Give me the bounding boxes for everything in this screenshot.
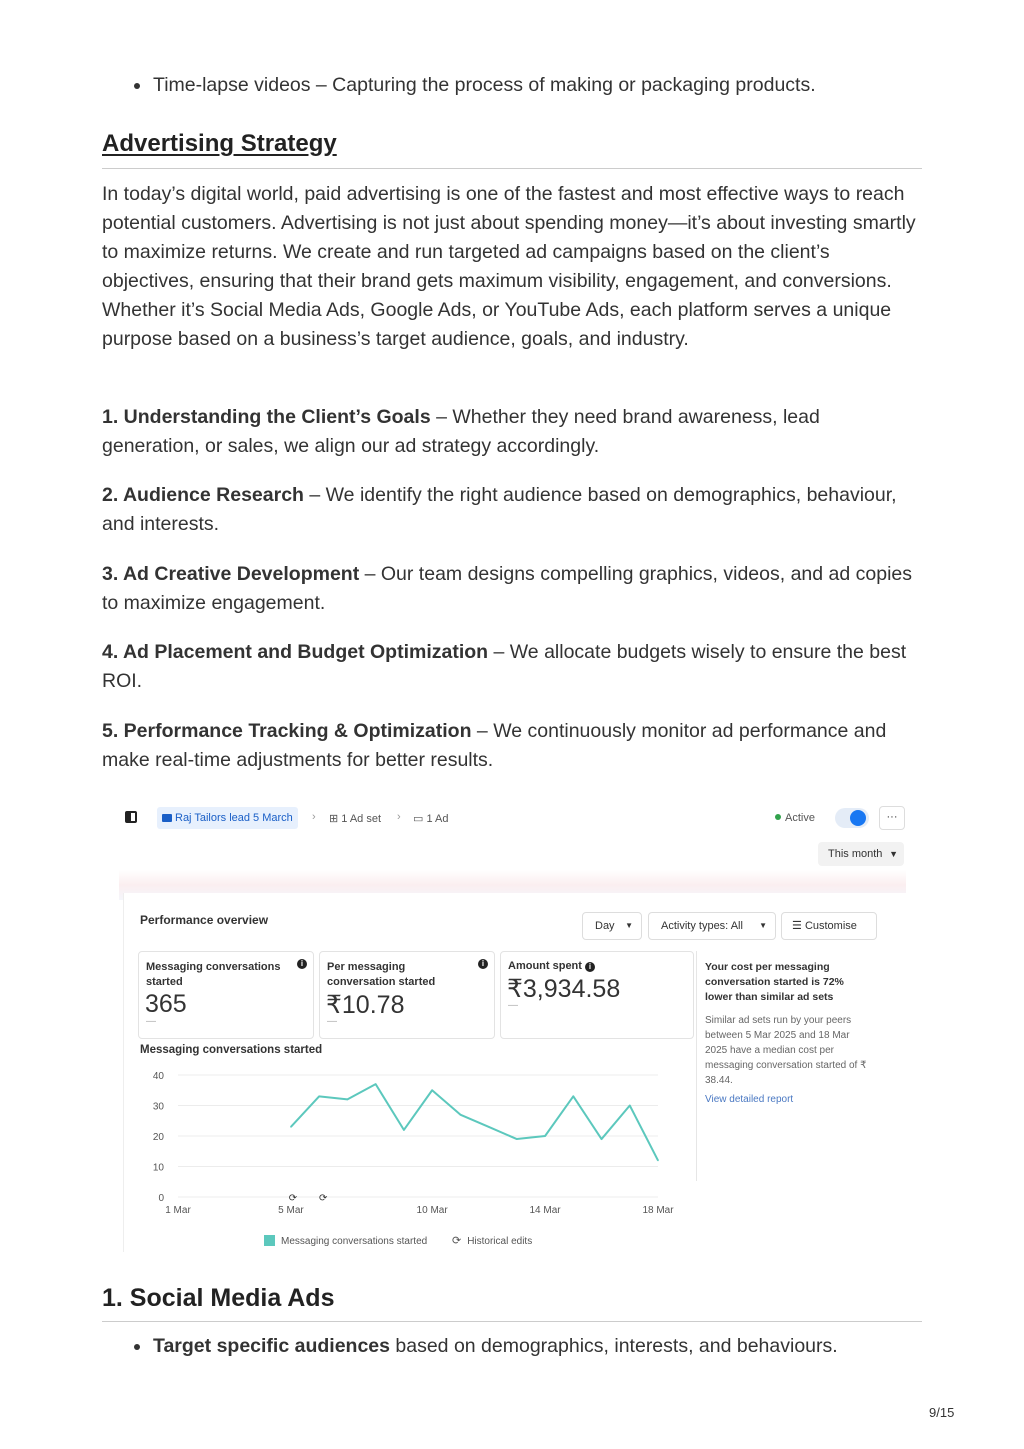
info-icon: i bbox=[585, 962, 595, 972]
step-title: 3. Ad Creative Development bbox=[102, 563, 360, 585]
status-label: Active bbox=[785, 812, 815, 824]
day-select[interactable] bbox=[582, 912, 642, 940]
y-tick-label: 40 bbox=[152, 1071, 164, 1082]
activity-types-label: Activity types: All bbox=[661, 920, 743, 932]
data-point bbox=[629, 1105, 631, 1107]
insight-headline: Your cost per messaging conversation started is 72% lower than similar ad sets bbox=[705, 961, 844, 1003]
step-text: – Whether they need brand awareness, lead generation, or sales, we align our ad strategy accordingly. bbox=[102, 406, 820, 457]
legend-label-edits: Historical edits bbox=[467, 1236, 533, 1247]
insight-panel bbox=[696, 951, 881, 1181]
panel-toggle-icon[interactable] bbox=[125, 811, 137, 823]
step-title: 1. Understanding the Client’s Goals bbox=[102, 406, 431, 428]
metric-value: ₹3,934.58 bbox=[507, 975, 621, 1003]
step-item bbox=[102, 638, 922, 696]
customise-label: Customise bbox=[804, 920, 857, 932]
x-tick-label: 18 Mar bbox=[642, 1205, 674, 1216]
caret-down-icon: ▼ bbox=[889, 849, 898, 859]
breadcrumb-adset-label: 1 Ad set bbox=[341, 813, 382, 825]
chevron-right-icon: › bbox=[397, 811, 401, 823]
info-icon: i bbox=[297, 959, 307, 969]
ad-icon: ▭ bbox=[413, 813, 424, 825]
section-heading-container bbox=[102, 130, 922, 169]
x-tick-label: 14 Mar bbox=[529, 1205, 561, 1216]
data-point bbox=[516, 1138, 518, 1140]
data-point bbox=[431, 1089, 433, 1091]
metric-value: 365 bbox=[145, 990, 187, 1018]
bullet-dot bbox=[102, 71, 153, 100]
step-text: – We identify the right audience based on demographics, behaviour, and interests. bbox=[102, 484, 897, 535]
step-item bbox=[102, 717, 922, 775]
breadcrumb-adset[interactable] bbox=[329, 812, 381, 825]
y-tick-label: 10 bbox=[152, 1162, 164, 1174]
folder-icon bbox=[162, 814, 172, 822]
metric-label-text: Amount spent bbox=[508, 960, 582, 972]
date-range-select[interactable] bbox=[818, 842, 904, 866]
y-tick-label: 0 bbox=[158, 1193, 164, 1204]
metric-card bbox=[138, 951, 314, 1039]
data-point bbox=[572, 1096, 574, 1098]
day-select-label: Day bbox=[595, 920, 615, 932]
data-point bbox=[657, 1160, 659, 1162]
customise-button[interactable] bbox=[781, 912, 877, 940]
data-point bbox=[375, 1083, 377, 1085]
breadcrumb-ad[interactable] bbox=[413, 812, 449, 825]
caret-down-icon: ▼ bbox=[759, 921, 767, 930]
list-item bbox=[102, 71, 922, 100]
info-icon: i bbox=[478, 959, 488, 969]
historical-edit-marker: ⟳ bbox=[318, 1193, 328, 1204]
data-point bbox=[403, 1129, 405, 1131]
step-title: 4. Ad Placement and Budget Optimization bbox=[102, 641, 489, 663]
metric-label: Per messaging conversation started bbox=[327, 961, 436, 988]
historical-edit-marker: ⟳ bbox=[288, 1193, 298, 1204]
y-tick-label: 30 bbox=[152, 1101, 164, 1113]
list-item-rest: based on demographics, interests, and behaviours. bbox=[389, 1335, 838, 1357]
breadcrumb-ad-label: 1 Ad bbox=[426, 813, 449, 825]
step-text: – We allocate budgets wisely to ensure the best ROI. bbox=[102, 641, 907, 692]
step-text: – We continuously monitor ad performance and make real-time adjustments for better results. bbox=[102, 720, 887, 771]
ads-toolbar bbox=[119, 798, 906, 840]
x-tick-label: 5 Mar bbox=[278, 1205, 304, 1216]
bullet-dot bbox=[102, 1332, 153, 1361]
active-toggle[interactable] bbox=[835, 808, 869, 828]
data-point bbox=[544, 1135, 546, 1137]
data-point bbox=[290, 1126, 292, 1128]
chart-title: Messaging conversations started bbox=[140, 1044, 323, 1056]
chart-legend bbox=[264, 1234, 532, 1247]
chevron-right-icon: › bbox=[312, 811, 316, 823]
ads-manager-screenshot bbox=[119, 798, 906, 1252]
step-title: 2. Audience Research bbox=[102, 484, 304, 506]
data-point bbox=[318, 1096, 320, 1098]
metric-label: Messaging conversations started bbox=[146, 961, 281, 988]
section-heading-container bbox=[102, 1284, 922, 1322]
line-chart bbox=[138, 1063, 698, 1248]
list-item-text: Time-lapse videos – Capturing the process of making or packaging products. bbox=[153, 74, 816, 96]
data-point bbox=[460, 1114, 462, 1116]
data-point bbox=[488, 1126, 490, 1128]
panel-title: Performance overview bbox=[140, 913, 269, 927]
more-options-button[interactable]: ··· bbox=[879, 806, 905, 830]
breadcrumb-campaign[interactable] bbox=[157, 807, 298, 829]
metric-value: ₹10.78 bbox=[326, 991, 405, 1019]
date-range-label: This month bbox=[828, 848, 883, 860]
status-dot-icon bbox=[775, 814, 781, 820]
step-title: 5. Performance Tracking & Optimization bbox=[102, 720, 472, 742]
series-line bbox=[291, 1084, 658, 1160]
step-text: – Our team designs compelling graphics, videos, and ad copies to maximize engagement. bbox=[102, 563, 913, 614]
view-report-link[interactable]: View detailed report bbox=[705, 1094, 794, 1105]
metric-card bbox=[319, 951, 495, 1039]
list-item bbox=[102, 1332, 922, 1361]
caret-down-icon: ▼ bbox=[625, 921, 633, 930]
metric-card bbox=[500, 951, 694, 1039]
step-item bbox=[102, 560, 922, 618]
y-tick-label: 20 bbox=[152, 1132, 164, 1143]
metric-delta: — bbox=[327, 1016, 337, 1027]
performance-panel bbox=[123, 893, 906, 1252]
step-item bbox=[102, 403, 922, 461]
x-tick-label: 1 Mar bbox=[165, 1205, 191, 1216]
section-heading: 1. Social Media Ads bbox=[102, 1284, 335, 1312]
section-paragraph: In today’s digital world, paid advertising is one of the fastest and most effective ways to reach potential customers. Advertising is not just about spending money—it’s about investing smartly to maximize returns. We create and run targeted ad campaigns based on the client’s objectives, ensuring that their brand gets maximum visibility, engagement, and conversions. Whether it’s Social Media Ads, Google Ads, or YouTube Ads, each platform serves a unique purpose based on a business’s target audience, goals, and industry. bbox=[102, 183, 916, 350]
metric-delta: — bbox=[508, 1000, 518, 1011]
step-item bbox=[102, 481, 922, 539]
legend-swatch bbox=[264, 1235, 275, 1246]
data-point bbox=[347, 1099, 349, 1101]
activity-types-select[interactable] bbox=[648, 912, 776, 940]
metric-delta: — bbox=[146, 1016, 156, 1027]
metric-label bbox=[508, 960, 595, 972]
status-indicator bbox=[775, 812, 815, 824]
historical-edits-icon: ⟳ bbox=[451, 1235, 462, 1247]
page-number: 9/15 bbox=[929, 1405, 955, 1420]
breadcrumb-campaign-label: Raj Tailors lead 5 March bbox=[175, 812, 293, 824]
x-tick-label: 10 Mar bbox=[416, 1205, 448, 1216]
list-item-text bbox=[153, 1332, 838, 1361]
legend-label-series: Messaging conversations started bbox=[281, 1236, 428, 1247]
insight-body: Similar ad sets run by your peers between 5 Mar 2025 and 18 Mar 2025 have a median cost per messaging conversation started of ₹ 38.44. bbox=[705, 1015, 867, 1086]
customise-icon: ☰ bbox=[792, 920, 802, 932]
section-heading: Advertising Strategy bbox=[102, 130, 337, 157]
grid-icon: ⊞ bbox=[329, 813, 339, 825]
list-item-bold: Target specific audiences bbox=[153, 1335, 390, 1357]
data-point bbox=[601, 1138, 603, 1140]
